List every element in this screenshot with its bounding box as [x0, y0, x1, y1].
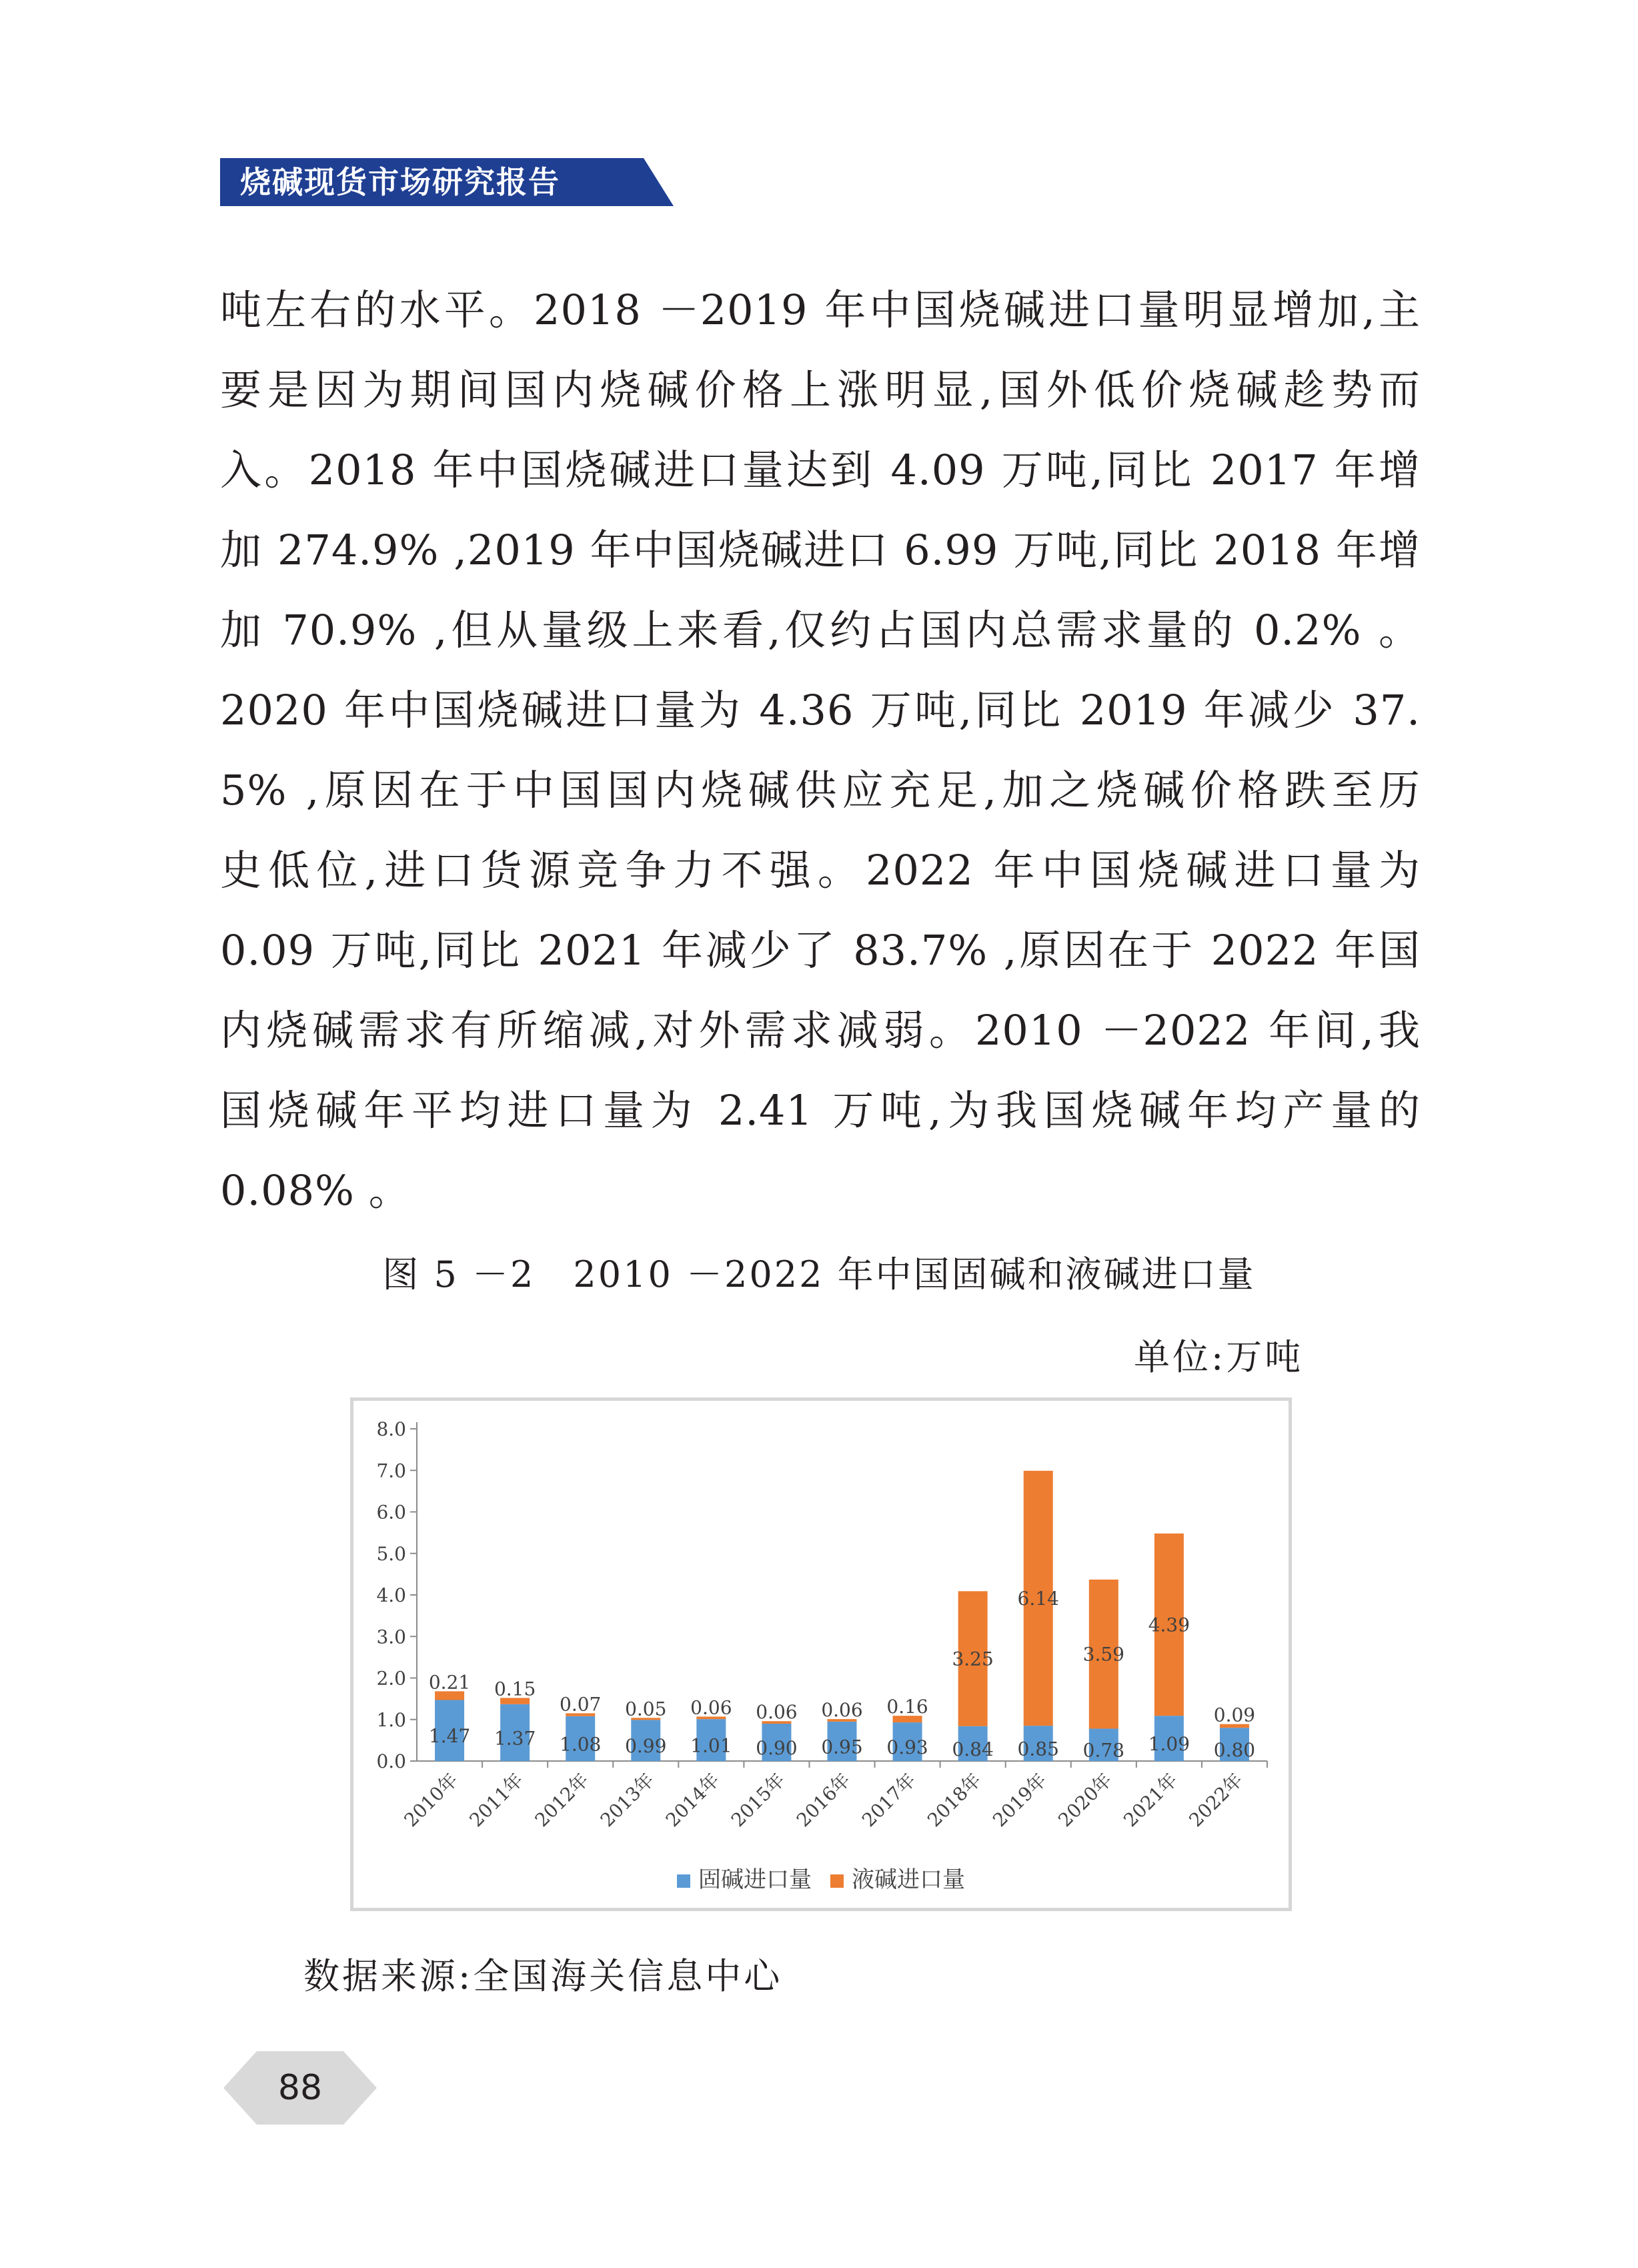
data-label-liquid: 0.06	[756, 1701, 798, 1724]
data-label-liquid: 0.06	[821, 1699, 863, 1722]
data-label-solid: 0.80	[1213, 1739, 1256, 1762]
figure-caption: 图 5 －2 2010 －2022 年中国固碱和液碱进口量	[382, 1253, 1256, 1295]
data-label-solid: 1.01	[690, 1734, 732, 1757]
figure-unit-label: 单位:万吨	[1134, 1336, 1304, 1378]
data-label-liquid: 0.06	[690, 1696, 732, 1719]
body-line: 加 274.9% ,2019 年中国烧碱进口 6.99 万吨,同比 2018 年增	[220, 526, 1421, 574]
y-tick-label: 2.0	[376, 1667, 406, 1690]
x-category-label: 2014年	[661, 1768, 724, 1832]
body-line: 5% ,原因在于中国国内烧碱供应充足,加之烧碱价格跌至历	[220, 766, 1421, 814]
x-category-label: 2012年	[530, 1768, 594, 1832]
data-label-solid: 0.85	[1017, 1738, 1059, 1760]
y-tick-label: 3.0	[376, 1626, 406, 1648]
x-category-label: 2011年	[465, 1768, 528, 1832]
x-category-label: 2017年	[858, 1768, 920, 1832]
body-paragraph	[220, 270, 1421, 1231]
data-label-solid: 1.08	[560, 1733, 602, 1756]
body-line: 吨左右的水平。2018 －2019 年中国烧碱进口量明显增加,主	[220, 286, 1421, 334]
y-tick-label: 7.0	[376, 1460, 406, 1482]
legend-item	[830, 1861, 965, 1894]
x-category-label: 2015年	[726, 1768, 790, 1832]
data-label-solid: 0.95	[821, 1736, 863, 1758]
body-line: 史低位,进口货源竞争力不强。2022 年中国烧碱进口量为	[220, 846, 1421, 895]
legend-label: 固碱进口量	[698, 1866, 812, 1893]
data-label-liquid: 0.16	[886, 1696, 928, 1718]
legend-swatch	[830, 1874, 844, 1888]
body-line: 加 70.9% ,但从量级上来看,仅约占国内总需求量的 0.2% 。	[220, 606, 1421, 654]
y-tick-label: 6.0	[376, 1501, 406, 1524]
running-header	[220, 158, 674, 206]
body-line: 内烧碱需求有所缩减,对外需求减弱。2010 －2022 年间,我	[220, 1006, 1421, 1055]
x-category-label: 2013年	[596, 1768, 659, 1832]
body-line: 2020 年中国烧碱进口量为 4.36 万吨,同比 2019 年减少 37.	[220, 686, 1421, 734]
data-label-solid: 1.37	[494, 1727, 536, 1750]
x-category-label: 2018年	[923, 1768, 986, 1832]
chart-legend	[353, 1861, 1289, 1894]
data-label-liquid: 0.07	[560, 1693, 602, 1716]
x-category-label: 2010年	[399, 1768, 462, 1832]
data-label-solid: 1.47	[428, 1725, 471, 1748]
y-tick-label: 1.0	[376, 1708, 406, 1731]
page-number-badge	[223, 2051, 377, 2125]
x-category-label: 2021年	[1119, 1768, 1182, 1832]
data-label-solid: 0.78	[1082, 1739, 1124, 1762]
data-label-solid: 0.90	[756, 1736, 798, 1759]
body-line: 要是因为期间国内烧碱价格上涨明显,国外低价烧碱趁势而	[220, 366, 1421, 414]
body-line: 入。2018 年中国烧碱进口量达到 4.09 万吨,同比 2017 年增	[220, 446, 1421, 494]
y-tick-label: 4.0	[376, 1584, 406, 1606]
data-label-solid: 0.99	[625, 1735, 667, 1758]
body-line: 0.09 万吨,同比 2021 年减少了 83.7% ,原因在于 2022 年国	[220, 926, 1421, 975]
legend-item	[677, 1861, 812, 1894]
x-category-label: 2022年	[1184, 1768, 1247, 1832]
body-line: 0.08% 。	[220, 1166, 411, 1215]
x-category-label: 2019年	[988, 1768, 1051, 1832]
stacked-bar-chart	[350, 1397, 1292, 1911]
legend-swatch	[677, 1874, 690, 1888]
data-label-liquid: 0.09	[1213, 1704, 1256, 1726]
x-category-label: 2020年	[1054, 1768, 1116, 1832]
data-label-liquid: 4.39	[1148, 1614, 1190, 1636]
data-label-liquid: 6.14	[1017, 1587, 1059, 1610]
x-category-label: 2016年	[792, 1768, 855, 1832]
data-source-note: 数据来源:全国海关信息中心	[303, 1955, 783, 1997]
data-label-solid: 0.93	[886, 1736, 928, 1759]
y-tick-label: 0.0	[376, 1750, 406, 1772]
data-label-liquid: 0.21	[428, 1671, 471, 1694]
data-label-solid: 1.09	[1148, 1733, 1190, 1756]
data-label-liquid: 0.05	[625, 1698, 667, 1720]
data-label-liquid: 3.59	[1082, 1643, 1124, 1666]
chart-plot-area	[353, 1401, 1289, 1854]
page-number: 88	[277, 2068, 323, 2108]
running-header-title: 烧碱现货市场研究报告	[240, 164, 560, 200]
data-label-liquid: 0.15	[494, 1678, 536, 1700]
data-label-liquid: 3.25	[952, 1648, 994, 1670]
body-line: 国烧碱年平均进口量为 2.41 万吨,为我国烧碱年均产量的	[220, 1086, 1421, 1135]
legend-label: 液碱进口量	[852, 1866, 965, 1893]
y-tick-label: 5.0	[376, 1542, 406, 1565]
y-tick-label: 8.0	[376, 1418, 406, 1440]
data-label-solid: 0.84	[952, 1738, 994, 1760]
